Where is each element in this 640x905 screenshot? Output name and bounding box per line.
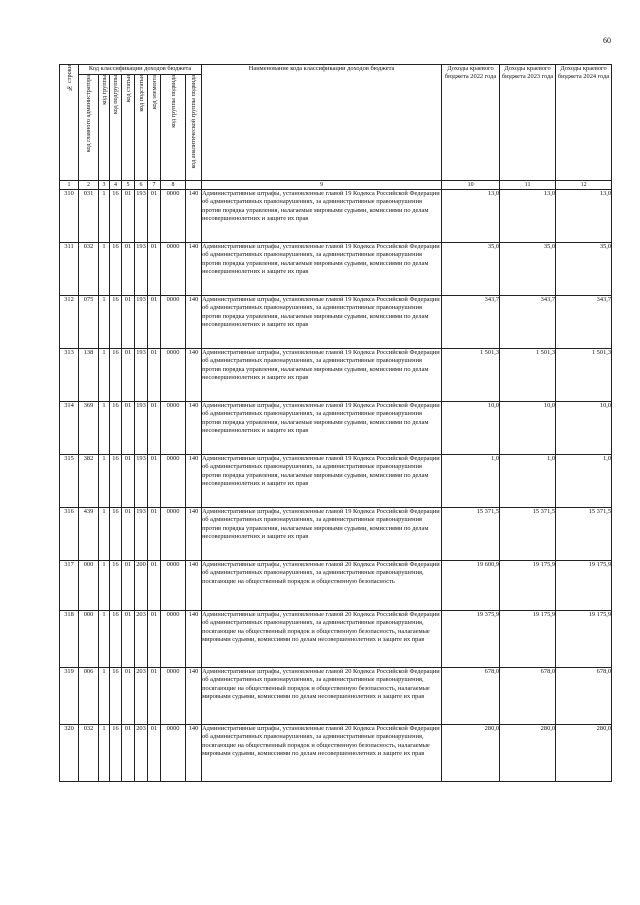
header-name: Наименование кода классификации доходов бюджета	[202, 65, 442, 181]
income-name: Административные штрафы, установленные главой 20 Кодекса Российской Федерации об административных правонарушениях, за административные правонарушения, посягающие на общественный порядок и общественную безопасность, налагаемые мировыми судьями, комиссиями по делам несовершеннолетних и защите их прав	[202, 611, 442, 668]
analytic-code: 140	[186, 668, 202, 725]
subgroup-code: 16	[110, 243, 122, 296]
analytic-code: 140	[186, 611, 202, 668]
amount-2022: 35,0	[442, 243, 500, 296]
header-2024: Доходы краевого бюджета 2024 года	[556, 65, 612, 181]
subtype-code: 0000	[161, 611, 186, 668]
header-2022: Доходы краевого бюджета 2022 года	[442, 65, 500, 181]
subgroup-code: 16	[110, 402, 122, 455]
subtype-code: 0000	[161, 668, 186, 725]
header-classification-group: Код классификации доходов бюджета	[79, 65, 202, 75]
subtype-code: 0000	[161, 561, 186, 611]
substat-code: 193	[135, 455, 148, 508]
budget-revenue-table	[59, 64, 612, 782]
amount-2023: 19 175,9	[500, 611, 556, 668]
amount-2023: 13,0	[500, 190, 556, 243]
table-row	[60, 455, 612, 508]
income-name: Административные штрафы, установленные главой 19 Кодекса Российской Федерации об административных правонарушениях, за административные правонарушения против порядка управления, налагаемые мировыми судьями, комиссиями по делам несовершеннолетних и защите их прав	[202, 190, 442, 243]
element-code: 01	[148, 668, 161, 725]
subgroup-code: 16	[110, 611, 122, 668]
subtype-code: 0000	[161, 725, 186, 782]
subgroup-code: 16	[110, 296, 122, 349]
admin-code: 075	[79, 296, 99, 349]
income-name: Административные штрафы, установленные главой 19 Кодекса Российской Федерации об административных правонарушениях, за административные правонарушения против порядка управления, налагаемые мировыми судьями, комиссиями по делам несовершеннолетних и защите их прав	[202, 402, 442, 455]
amount-2023: 15 371,5	[500, 508, 556, 561]
group-code: 1	[99, 561, 110, 611]
analytic-code: 140	[186, 402, 202, 455]
group-code: 1	[99, 508, 110, 561]
element-code: 01	[148, 296, 161, 349]
header-admin-code: код главного администратора	[79, 75, 99, 181]
amount-2024: 19 175,9	[556, 611, 612, 668]
income-name: Административные штрафы, установленные главой 20 Кодекса Российской Федерации об административных правонарушениях, за административные правонарушения, посягающие на общественный порядок и общественную безопасность, налагаемые мировыми судьями, комиссиями по делам несовершеннолетних и защите их прав	[202, 668, 442, 725]
row-number: 315	[60, 455, 79, 508]
table-row	[60, 190, 612, 243]
row-number: 316	[60, 508, 79, 561]
page-number: 60	[603, 36, 611, 45]
amount-2023: 1,0	[500, 455, 556, 508]
amount-2023: 35,0	[500, 243, 556, 296]
column-number: 11	[500, 181, 556, 190]
header-subgroup-code: код подгруппы	[110, 75, 122, 181]
row-number: 320	[60, 725, 79, 782]
admin-code: 032	[79, 243, 99, 296]
group-code: 1	[99, 611, 110, 668]
header-article-code: код статьи	[122, 75, 135, 181]
amount-2023: 678,0	[500, 668, 556, 725]
admin-code: 138	[79, 349, 99, 402]
subtype-code: 0000	[161, 190, 186, 243]
amount-2022: 280,0	[442, 725, 500, 782]
amount-2022: 343,7	[442, 296, 500, 349]
column-number: 10	[442, 181, 500, 190]
row-number: 312	[60, 296, 79, 349]
admin-code: 382	[79, 455, 99, 508]
header-element-code: код элемента	[148, 75, 161, 181]
column-number: 12	[556, 181, 612, 190]
admin-code: 006	[79, 668, 99, 725]
column-number: 7	[148, 181, 161, 190]
group-code: 1	[99, 349, 110, 402]
income-name: Административные штрафы, установленные главой 19 Кодекса Российской Федерации об административных правонарушениях, за административные правонарушения против порядка управления, налагаемые мировыми судьями, комиссиями по делам несовершеннолетних и защите их прав	[202, 243, 442, 296]
amount-2022: 1 501,3	[442, 349, 500, 402]
income-name: Административные штрафы, установленные главой 19 Кодекса Российской Федерации об административных правонарушениях, за административные правонарушения против порядка управления, налагаемые мировыми судьями, комиссиями по делам несовершеннолетних и защите их прав	[202, 508, 442, 561]
admin-code: 369	[79, 402, 99, 455]
header-row-no: № строки	[60, 65, 79, 181]
substat-code: 193	[135, 296, 148, 349]
analytic-code: 140	[186, 349, 202, 402]
table-row	[60, 296, 612, 349]
element-code: 01	[148, 725, 161, 782]
article-code: 01	[122, 455, 135, 508]
column-number: 9	[202, 181, 442, 190]
table-row	[60, 725, 612, 782]
element-code: 01	[148, 349, 161, 402]
analytic-code: 140	[186, 190, 202, 243]
admin-code: 439	[79, 508, 99, 561]
subgroup-code: 16	[110, 561, 122, 611]
group-code: 1	[99, 296, 110, 349]
article-code: 01	[122, 190, 135, 243]
header-subtype-group-code: код группы подвида	[161, 75, 186, 181]
admin-code: 000	[79, 561, 99, 611]
amount-2022: 19 600,9	[442, 561, 500, 611]
row-number: 317	[60, 561, 79, 611]
article-code: 01	[122, 243, 135, 296]
amount-2022: 19 375,9	[442, 611, 500, 668]
amount-2023: 343,7	[500, 296, 556, 349]
amount-2022: 15 371,5	[442, 508, 500, 561]
group-code: 1	[99, 243, 110, 296]
substat-code: 203	[135, 725, 148, 782]
analytic-code: 140	[186, 296, 202, 349]
admin-code: 031	[79, 190, 99, 243]
income-name: Административные штрафы, установленные главой 19 Кодекса Российской Федерации об административных правонарушениях, за административные правонарушения против порядка управления, налагаемые мировыми судьями, комиссиями по делам несовершеннолетних и защите их прав	[202, 349, 442, 402]
amount-2024: 678,0	[556, 668, 612, 725]
subtype-code: 0000	[161, 402, 186, 455]
group-code: 1	[99, 668, 110, 725]
amount-2024: 19 175,9	[556, 561, 612, 611]
substat-code: 193	[135, 243, 148, 296]
row-number: 319	[60, 668, 79, 725]
subtype-code: 0000	[161, 349, 186, 402]
column-number: 8	[161, 181, 186, 190]
amount-2024: 1 501,3	[556, 349, 612, 402]
substat-code: 193	[135, 402, 148, 455]
element-code: 01	[148, 455, 161, 508]
amount-2022: 1,0	[442, 455, 500, 508]
amount-2024: 343,7	[556, 296, 612, 349]
analytic-code: 140	[186, 725, 202, 782]
column-number: 4	[110, 181, 122, 190]
article-code: 01	[122, 508, 135, 561]
group-code: 1	[99, 725, 110, 782]
article-code: 01	[122, 668, 135, 725]
subgroup-code: 16	[110, 725, 122, 782]
admin-code: 000	[79, 611, 99, 668]
amount-2023: 19 175,9	[500, 561, 556, 611]
table-row	[60, 668, 612, 725]
income-name: Административные штрафы, установленные главой 20 Кодекса Российской Федерации об административных правонарушениях, за административные правонарушения, посягающие на общественный порядок и общественную безопасность, налагаемые мировыми судьями, комиссиями по делам несовершеннолетних и защите их прав	[202, 725, 442, 782]
income-name: Административные штрафы, установленные главой 19 Кодекса Российской Федерации об административных правонарушениях, за административные правонарушения против порядка управления, налагаемые мировыми судьями, комиссиями по делам несовершеннолетних и защите их прав	[202, 455, 442, 508]
group-code: 1	[99, 402, 110, 455]
element-code: 01	[148, 508, 161, 561]
amount-2023: 280,0	[500, 725, 556, 782]
article-code: 01	[122, 402, 135, 455]
column-number: 6	[135, 181, 148, 190]
amount-2024: 280,0	[556, 725, 612, 782]
column-number: 2	[79, 181, 99, 190]
table-row	[60, 611, 612, 668]
row-number: 313	[60, 349, 79, 402]
header-2023: Доходы краевого бюджета 2023 года	[500, 65, 556, 181]
table-row	[60, 349, 612, 402]
amount-2022: 13,0	[442, 190, 500, 243]
subgroup-code: 16	[110, 455, 122, 508]
subtype-code: 0000	[161, 508, 186, 561]
substat-code: 200	[135, 561, 148, 611]
element-code: 01	[148, 190, 161, 243]
admin-code: 032	[79, 725, 99, 782]
column-number: 3	[99, 181, 110, 190]
income-name: Административные штрафы, установленные главой 19 Кодекса Российской Федерации об административных правонарушениях, за административные правонарушения против порядка управления, налагаемые мировыми судьями, комиссиями по делам несовершеннолетних и защите их прав	[202, 296, 442, 349]
subgroup-code: 16	[110, 668, 122, 725]
table-row	[60, 508, 612, 561]
amount-2024: 35,0	[556, 243, 612, 296]
subtype-code: 0000	[161, 296, 186, 349]
article-code: 01	[122, 561, 135, 611]
substat-code: 203	[135, 668, 148, 725]
analytic-code: 140	[186, 455, 202, 508]
header-group-code: код группы	[99, 75, 110, 181]
analytic-code: 140	[186, 561, 202, 611]
substat-code: 203	[135, 611, 148, 668]
row-number: 318	[60, 611, 79, 668]
subgroup-code: 16	[110, 349, 122, 402]
article-code: 01	[122, 611, 135, 668]
element-code: 01	[148, 561, 161, 611]
row-number: 310	[60, 190, 79, 243]
subgroup-code: 16	[110, 190, 122, 243]
element-code: 01	[148, 243, 161, 296]
column-number-row	[60, 181, 612, 190]
row-number: 311	[60, 243, 79, 296]
subtype-code: 0000	[161, 243, 186, 296]
subtype-code: 0000	[161, 455, 186, 508]
article-code: 01	[122, 725, 135, 782]
income-name: Административные штрафы, установленные главой 20 Кодекса Российской Федерации об административных правонарушениях, за административные правонарушения, посягающие на общественный порядок и общественную безопасность	[202, 561, 442, 611]
amount-2022: 678,0	[442, 668, 500, 725]
table-row	[60, 561, 612, 611]
header-analytic-group-code: код аналитической группы подвида	[186, 75, 202, 181]
amount-2023: 1 501,3	[500, 349, 556, 402]
table-row	[60, 243, 612, 296]
amount-2024: 13,0	[556, 190, 612, 243]
element-code: 01	[148, 402, 161, 455]
header-substat-code: код подстатьи	[135, 75, 148, 181]
subgroup-code: 16	[110, 508, 122, 561]
row-number: 314	[60, 402, 79, 455]
table-row	[60, 402, 612, 455]
amount-2024: 10,0	[556, 402, 612, 455]
article-code: 01	[122, 349, 135, 402]
analytic-code: 140	[186, 243, 202, 296]
amount-2024: 1,0	[556, 455, 612, 508]
substat-code: 193	[135, 190, 148, 243]
substat-code: 193	[135, 508, 148, 561]
amount-2023: 10,0	[500, 402, 556, 455]
substat-code: 193	[135, 349, 148, 402]
group-code: 1	[99, 455, 110, 508]
analytic-code: 140	[186, 508, 202, 561]
amount-2024: 15 371,5	[556, 508, 612, 561]
article-code: 01	[122, 296, 135, 349]
group-code: 1	[99, 190, 110, 243]
column-number: 5	[122, 181, 135, 190]
column-number: 1	[60, 181, 79, 190]
element-code: 01	[148, 611, 161, 668]
amount-2022: 10,0	[442, 402, 500, 455]
column-number	[186, 181, 202, 190]
